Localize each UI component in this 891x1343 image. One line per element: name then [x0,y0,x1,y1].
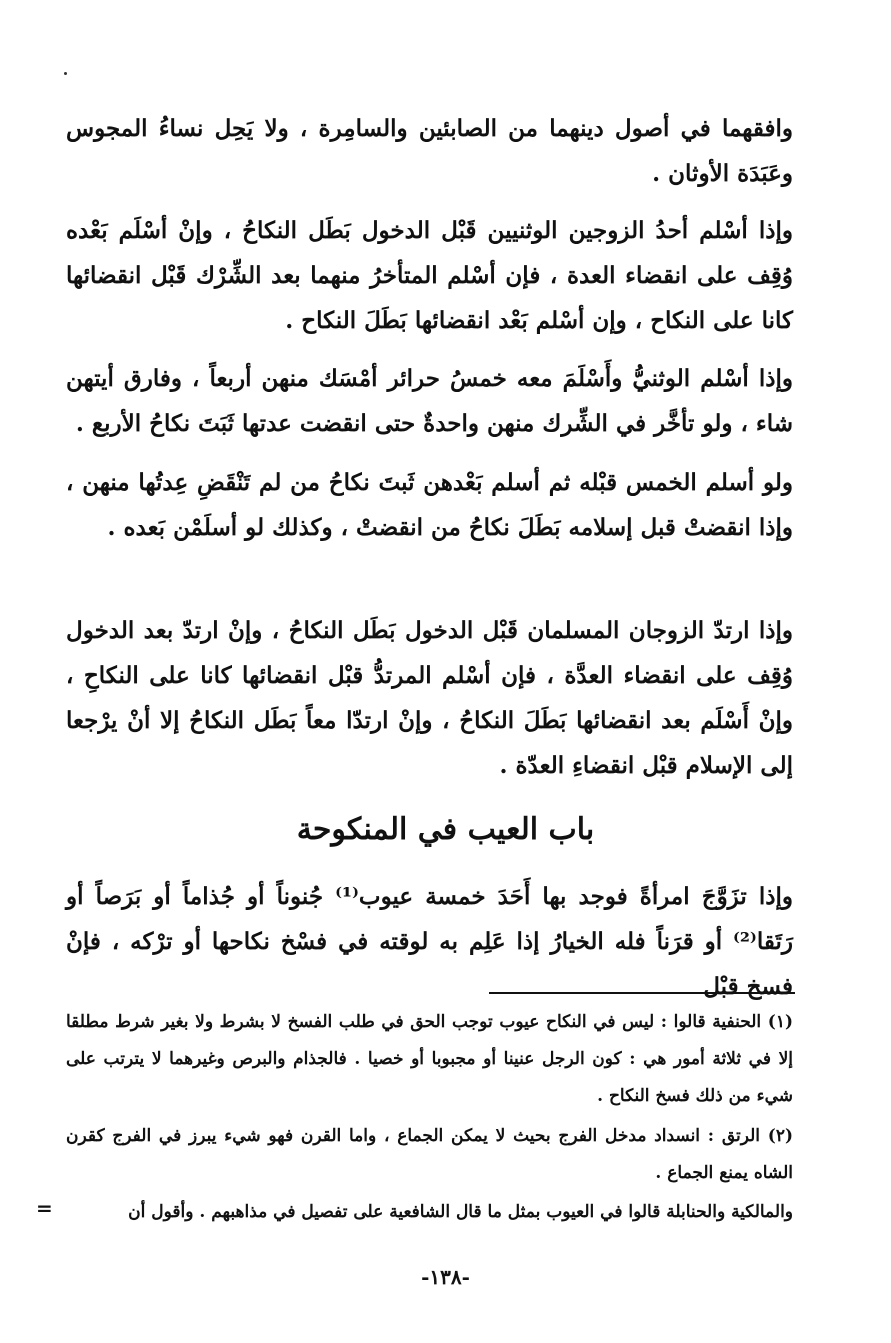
paragraph-5: وإذا ارتدّ الزوجان المسلمان قَبْل الدخول بَطَل النكاحُ ، وإنْ ارتدّ بعد الدخول وُقِف على انقضاء العدَّة ، فإن أسْلم المرتدُّ قبْل انقضائها كانا على النكاحِ ، وإنْ أَسْلَم بعد انقضائها بَطَلَ النكاحُ ، وإنْ ارتدّا معاً بَطَل النكاحُ إلا أنْ يرْجعا إلى الإسلام قبْل انقضاءِ العدّة . [66,617,793,779]
section-heading: باب العيب في المنكوحة [296,812,595,847]
continuation-mark: = [36,1196,53,1220]
footnote-separator [489,992,795,994]
paragraph-6: وإذا تزَوَّجَ امرأةً فوجد بها أَحَدَ خمسة عيوب⁽¹⁾ جُنوناً أو جُذاماً أو بَرَصاً أو رَتَقا⁽²⁾ أو قرَناً فله الخيارُ إذا عَلِم به لوقته في فسْخ نكاحها أو ترْكه ، فإنْ فسخ قبْل [66,883,793,1000]
scan-speck [64,72,67,75]
footnote-continuation: والمالكية والحنابلة قالوا في العيوب بمثل ما قال الشافعية على تفصيل في مذاهبهم . وأقول أن [128,1202,793,1222]
paragraph-3: وإذا أسْلم الوثنيُّ وأَسْلَمَ معه خمسُ حرائر أمْسَك منهن أربعاً ، وفارق أيتهن شاء ، ولو تأخَّر في الشِّرك منهن واحدةٌ حتى انقضت عدتها ثَبَتَ نكاحُ الأربع . [66,365,793,437]
page-number: -١٣٨- [421,1265,470,1289]
paragraph-1: وافقهما في أصول دينهما من الصابئين والسامِرة ، ولا يَحِل نساءُ المجوس وعَبَدَة الأوثان . [66,115,793,187]
footnote-2: (٢) الرتق : انسداد مدخل الفرج بحيث لا يمكن الجماع ، واما القرن فهو شيء يبرز في الفرج كقرن الشاه يمنع الجماع . [66,1126,793,1183]
paragraph-2: وإذا أسْلم أحدُ الزوجين الوثنيين قَبْل الدخول بَطَل النكاحُ ، وإنْ أسْلَم بَعْده وُقِف على انقضاء العدة ، فإن أسْلم المتأخرُ منهما بعد الشِّرْك قَبْل انقضائها كانا على النكاح ، وإن أسْلم بَعْد انقضائها بَطَلَ النكاح . [66,217,793,334]
paragraph-4: ولو أسلم الخمس قبْله ثم أسلم بَعْدهن ثَبتَ نكاحُ من لم تَنْقَضِ عِدتُها منهن ، وإذا انقضتْ قبل إسلامه بَطَلَ نكاحُ من انقضتْ ، وكذلك لو أسلَمْن بَعده . [66,469,793,541]
footnote-1: (١) الحنفية قالوا : ليس في النكاح عيوب توجب الحق في طلب الفسخ لا بشرط ولا بغير شرط مطلقا إلا في ثلاثة أمور هي : كون الرجل عنينا أو مجبوبا أو خصيا . فالجذام والبرص وغيرهما لا يترتب على شيء من ذلك فسخ النكاح . [66,1012,793,1106]
